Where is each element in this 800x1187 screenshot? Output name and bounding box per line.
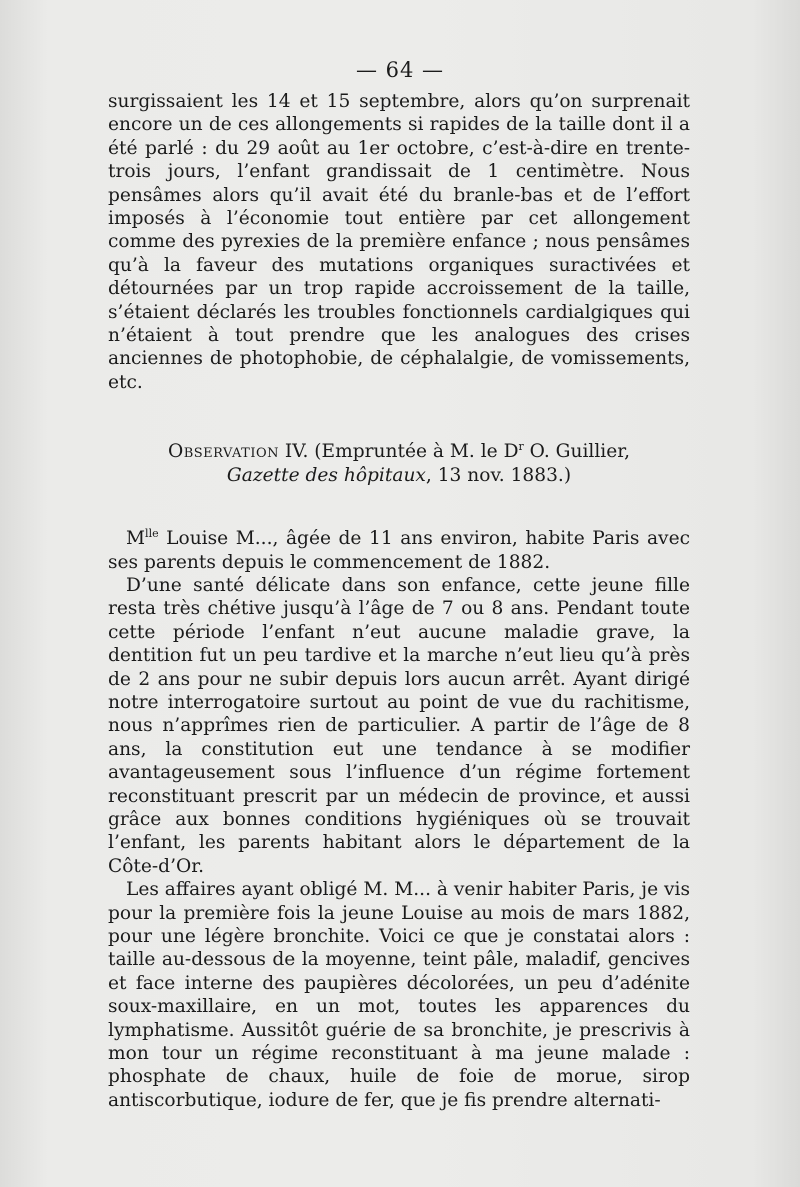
observation-author: O. Guillier, — [523, 441, 631, 463]
paragraph-continuation: surgissaient les 14 et 15 septembre, alors qu’on surprenait encore un de ces allongements si rapides de la taille dont il a été parlé : du 29 août au 1er octobre, c’est-à-dire en trente-trois jours, l’enfant grandissait de 1 centimètre. Nous pensâmes alors qu’il avait été du branle-bas et de l’effort imposés à l’économie tout entière par cet allongement comme des pyrexies de la première enfance ; nous pensâmes qu’à la faveur des mutations organiques suractivées et détournées par un trop rapide accroissement de la taille, s’étaient déclarés les troubles fonctionnels cardialgiques qui n’étaient à tout prendre que les analogues des crises anciennes de photophobie, de céphalalgie, de vomissements, etc. — [108, 91, 690, 393]
journal-title: Gazette des hôpitaux — [226, 464, 426, 486]
observation-number: IV. (Empruntée à M. le D — [279, 441, 519, 463]
page-number: — 64 — — [355, 58, 445, 82]
paragraph-history: D’une santé délicate dans son enfance, cette jeune fille resta très chétive jusqu’à l’âge de 7 ou 8 ans. Pendant toute cette période l’enfant n’eut aucune maladie grave, la dentition fut un peu tardive et la marche n’eut lieu qu’à près de 2 ans pour ne subir depuis lors aucun arrêt. Ayant dirigé notre interrogatoire surtout au point de vue du rachitisme, nous n’apprîmes rien de particulier. A partir de l’âge de 8 ans, la constitution eut une tendance à se modifier avantageusement sous l’influence d’un régime fortement reconstituant prescrit par un médecin de province, et aussi grâce aux bonnes conditions hygiéniques où se trouvait l’enfant, les parents habitant alors le département de la Côte-d’Or. — [108, 574, 690, 877]
paragraph-patient — [108, 527, 690, 574]
paragraph-examination: Les affaires ayant obligé M. M... à venir habiter Paris, je vis pour la première fois la jeune Louise au mois de mars 1882, pour une légère bronchite. Voici ce que je constatai alors : taille au-dessous de la moyenne, teint pâle, maladif, gencives et face interne des paupières décolorées, un peu d’adénite soux-maxillaire, en un mot, toutes les apparences du lymphatisme. Aussitôt guérie de sa bronchite, je prescrivis à mon tour un régime reconstituant à ma jeune malade : phosphate de chaux, huile de foie de morue, sirop antiscorbutique, iodure de fer, que je fis prendre alternati- — [108, 879, 690, 1111]
body-text — [108, 90, 690, 1112]
observation-heading — [108, 440, 690, 487]
observation-label: Observation — [167, 441, 280, 463]
doctor-superscript: r — [518, 440, 524, 454]
journal-date: , 13 nov. 1883.) — [425, 464, 572, 486]
salutation: M — [126, 528, 146, 550]
salutation-superscript: lle — [145, 526, 159, 540]
paragraph-patient-text: Louise M..., âgée de 11 ans environ, habite Paris avec ses parents depuis le commencement de 1882. — [108, 528, 690, 573]
